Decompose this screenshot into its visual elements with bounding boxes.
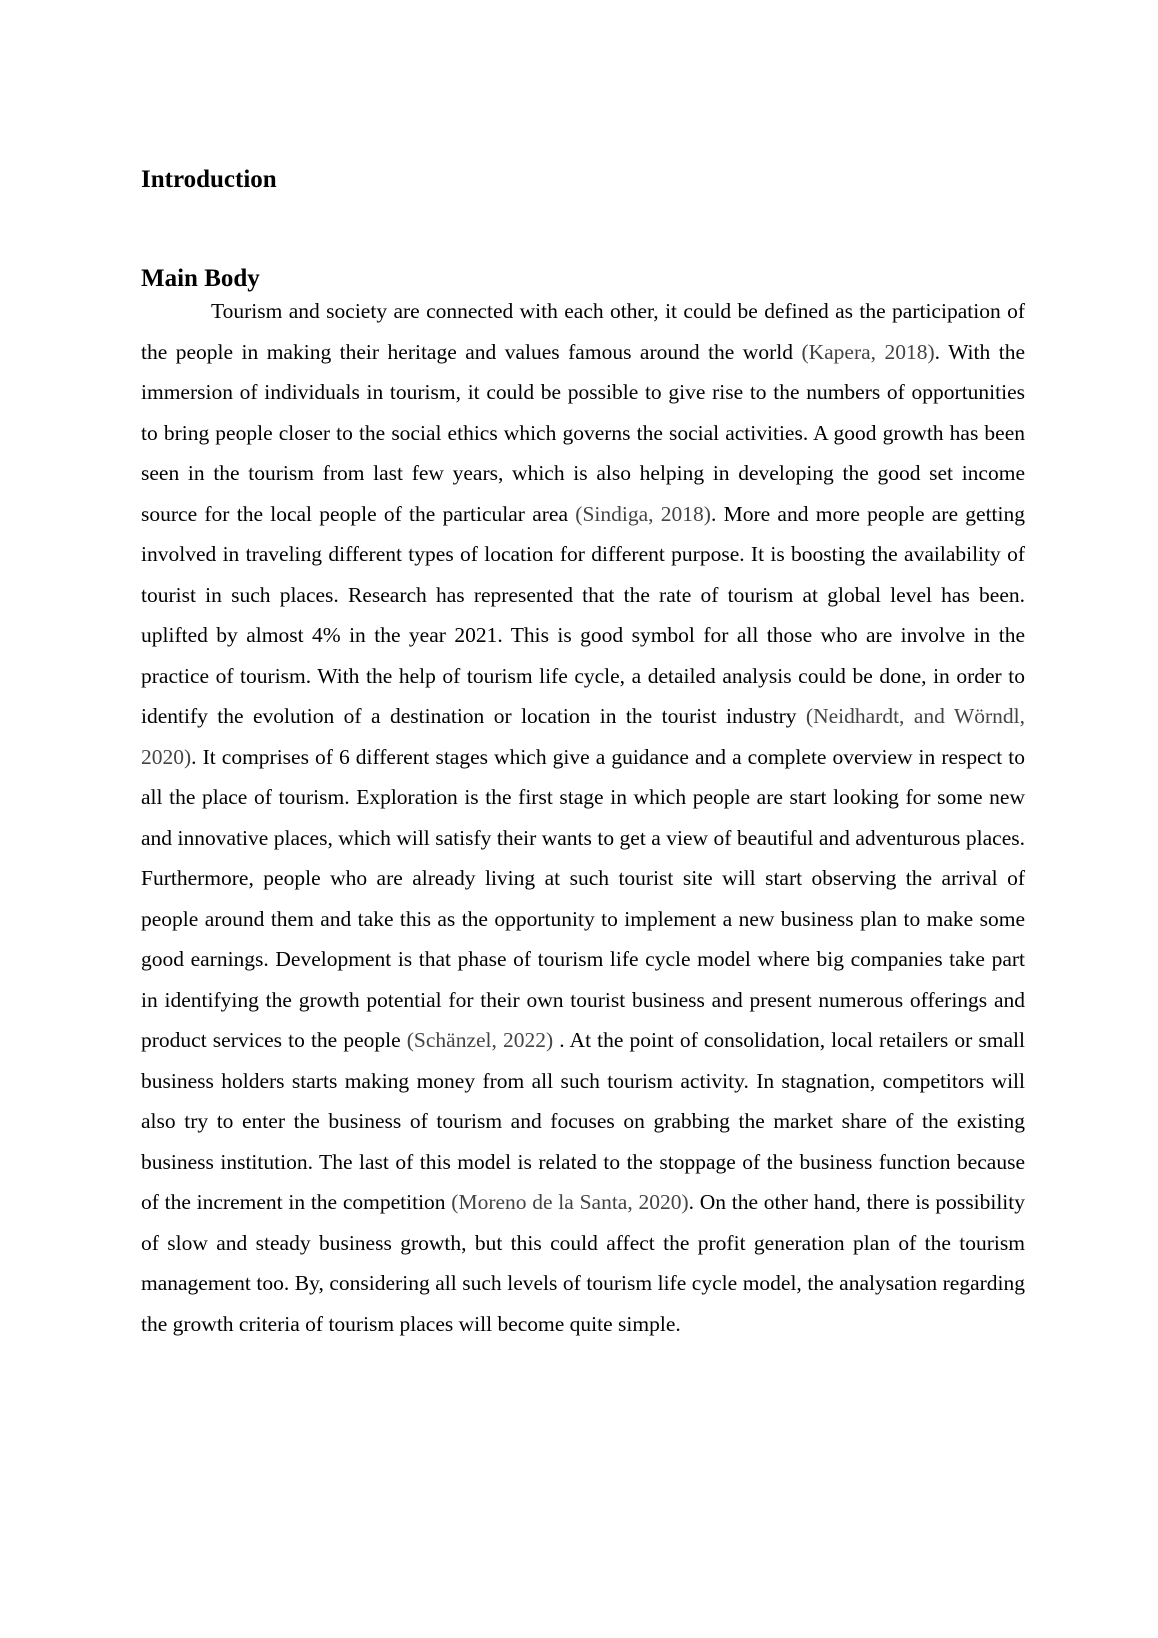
paragraph-text: . It comprises of 6 different stages which give a guidance and a complete overview in respect to all the place of tourism. Exploration is the first stage in which people are start looking for some new and innovative places, which will satisfy their wants to get a view of beautiful and adventurous places. Furthermore, people who are already living at such tourist site will start observing the arrival of people around them and take this as the opportunity to implement a new business plan to make some good earnings. Development is that phase of tourism life cycle model where big companies take part in identifying the growth potential for their own tourist business and present numerous offerings and product services to the people bbox=[141, 744, 1025, 1052]
main-body-heading: Main Body bbox=[141, 265, 260, 292]
paragraph-text: . More and more people are getting involved in traveling different types of location for different purpose. It is boosting the availability of tourist in such places. Research has represented that the rate of tourism at global level has been. uplifted by almost 4% in the year 2021. This is good symbol for all those who are involve in the practice of tourism. With the help of tourism life cycle, a detailed analysis could be done, in order to identify the evolution of a destination or location in the tourist industry bbox=[141, 501, 1025, 728]
main-body-paragraph bbox=[141, 291, 1025, 1344]
introduction-heading: Introduction bbox=[141, 166, 277, 193]
citation-neidhardt-worndl: (Neidhardt, and Wörndl, 2020) bbox=[141, 704, 1025, 769]
paragraph-text: . With the immersion of individuals in tourism, it could be possible to give rise to the numbers of opportunities to bring people closer to the social ethics which governs the social activities. A good growth has been seen in the tourism from last few years, which is also helping in developing the good set income source for the local people of the particular area bbox=[141, 339, 1025, 526]
citation-moreno-de-la-santa: (Moreno de la Santa, 2020) bbox=[451, 1190, 689, 1214]
citation-schanzel: (Schänzel, 2022) bbox=[406, 1028, 554, 1052]
citation-sindiga: (Sindiga, 2018) bbox=[575, 501, 711, 526]
citation-kapera: (Kapera, 2018) bbox=[801, 339, 935, 364]
paragraph-text: . At the point of consolidation, local retailers or small business holders starts making money from all such tourism activity. In stagnation, competitors will also try to enter the business of tourism and focuses on grabbing the market share of the existing business institution. The last of this model is related to the stoppage of the business function because of the increment in the competition bbox=[141, 1028, 1025, 1214]
paragraph-text: . On the other hand, there is possibility of slow and steady business growth, but this could affect the profit generation plan of the tourism management too. By, considering all such levels of tourism life cycle model, the analysation regarding the growth criteria of tourism places will become quite simple. bbox=[141, 1190, 1026, 1336]
paragraph-text: Tourism and society are connected with each other, it could be defined as the participation of the people in making their heritage and values famous around the world bbox=[141, 299, 1025, 364]
